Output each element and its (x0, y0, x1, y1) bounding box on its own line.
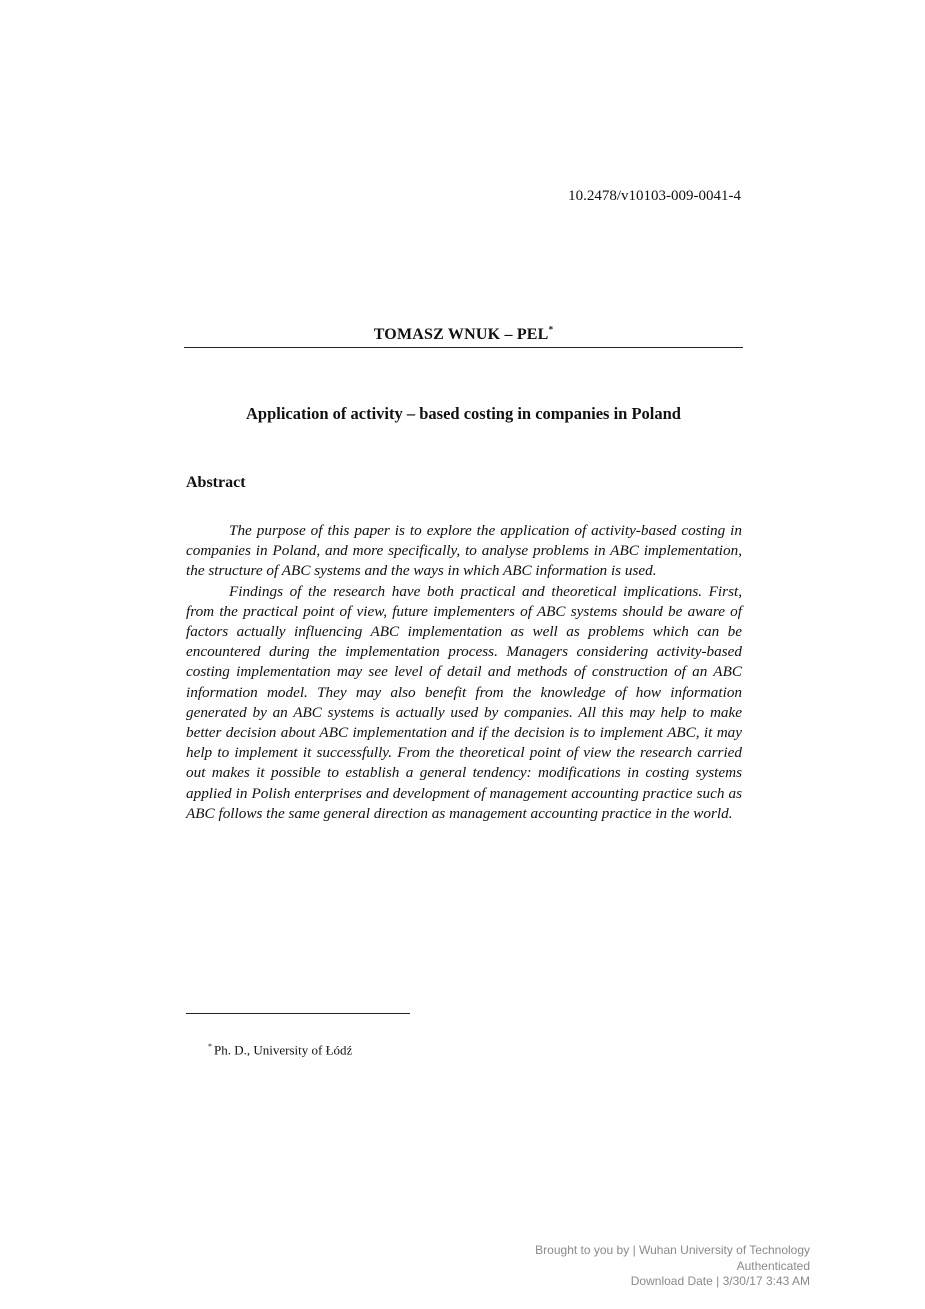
doi-identifier: 10.2478/v10103-009-0041-4 (568, 188, 741, 204)
abstract-body (186, 521, 742, 824)
abstract-paragraph: The purpose of this paper is to explore the application of activity-based costing in companies in Poland, and more specifically, to analyse problems in ABC implementation, the structure of ABC systems and the ways in which ABC information is used. (186, 522, 742, 580)
footnote-marker: * (208, 1042, 212, 1051)
footnote-text: Ph. D., University of Łódź (214, 1042, 353, 1058)
watermark-line: Download Date | 3/30/17 3:43 AM (630, 1274, 810, 1288)
author-block (184, 325, 743, 348)
author-footnote-marker: * (548, 325, 554, 335)
footnote-divider (186, 1013, 410, 1014)
abstract-heading: Abstract (186, 474, 246, 491)
download-watermark (535, 1243, 810, 1290)
footnote (208, 1042, 352, 1058)
paper-title: Application of activity – based costing in companies in Poland (245, 404, 681, 423)
author-name: TOMASZ WNUK – PEL* (373, 325, 554, 344)
watermark-line: Authenticated (736, 1258, 810, 1273)
abstract-paragraph: Findings of the research have both practical and theoretical implications. First, from the practical point of view, future implementers of ABC systems should be aware of factors actually influencing ABC implementation as well as problems which can be encountered during the implementation process. Managers considering activity-based costing implementation may see level of detail and methods of construction of an ABC information model. They may also benefit from the knowledge of how information generated by an ABC systems is actually used by companies. All this may help to make better decision about ABC implementation and if the decision is to implement ABC, it may help to implement it successfully. From the theoretical point of view the research carried out makes it possible to establish a general tendency: modifications in costing systems applied in Polish enterprises and development of management accounting practice such as ABC follows the same general direction as management accounting practice in the world. (186, 582, 742, 822)
watermark-line: Brought to you by | Wuhan University of Technology (535, 1243, 810, 1257)
